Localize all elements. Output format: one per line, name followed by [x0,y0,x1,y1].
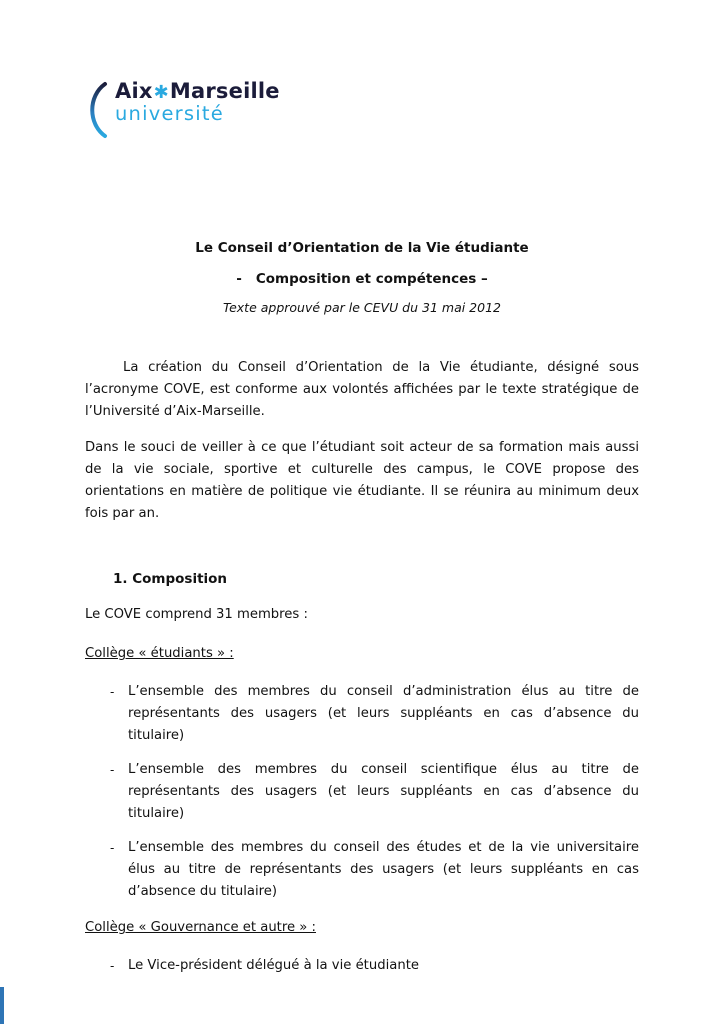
amu-logo [85,80,639,140]
title-block [85,240,639,315]
paragraph-mission: Dans le souci de veiller à ce que l’étudiant soit acteur de sa formation mais aussi de la vie sociale, sportive et culturelle des campus, le COVE propose des orientations en matière de politique vie étudiante. Il se réunira au minimum deux fois par an. [85,440,639,521]
list-item-text: Le Vice-président délégué à la vie étudiante [128,958,419,973]
logo-arc-icon [85,81,109,139]
college-governance-list [85,955,639,977]
college-students-label: Collège « étudiants » : [85,646,234,661]
list-item [85,955,639,977]
list-item [85,759,639,825]
page-edge-blue-mark [0,987,4,1024]
approval-note: Texte approuvé par le CEVU du 31 mai 2012 [223,300,501,315]
list-dash: - [110,959,115,973]
subtitle-dash: - [236,271,242,287]
logo-universite: université [115,101,224,125]
paragraph-creation: La création du Conseil d’Orientation de la Vie étudiante, désigné sous l’acronyme COVE, est conforme aux volontés affichées par le texte stratégique de l’Université d’Aix-Marseille. [85,360,639,419]
logo-aix: Aix [115,79,153,103]
logo-wordmark [115,80,280,103]
list-item-text: L’ensemble des membres du conseil des études et de la vie universitaire élus au titre de représentants des usagers (et leurs suppléants en cas d’absence du titulaire) [128,840,639,899]
logo-marseille: Marseille [169,79,280,103]
logo-star-icon: ✱ [153,82,169,103]
list-item-text: L’ensemble des membres du conseil d’administration élus au titre de représentants des usagers (et leurs suppléants en cas d’absence du titulaire) [128,684,639,743]
subtitle-text: Composition et compétences – [255,271,488,287]
document-subtitle [85,271,639,287]
college-students-heading [85,643,639,665]
college-governance-heading [85,917,639,939]
list-item-text: L’ensemble des membres du conseil scientifique élus au titre de représentants des usagers (et leurs suppléants en cas d’absence du titulaire) [128,762,639,821]
members-count-line: Le COVE comprend 31 membres : [85,607,308,622]
document-title: Le Conseil d’Orientation de la Vie étudiante [195,240,529,256]
list-item [85,681,639,747]
college-students-list [85,681,639,903]
list-dash: - [110,685,115,699]
list-item [85,837,639,903]
college-governance-label: Collège « Gouvernance et autre » : [85,920,316,935]
list-dash: - [110,763,115,777]
section-heading-composition: 1. Composition [113,571,228,587]
list-dash: - [110,841,115,855]
logo-text [115,80,280,124]
